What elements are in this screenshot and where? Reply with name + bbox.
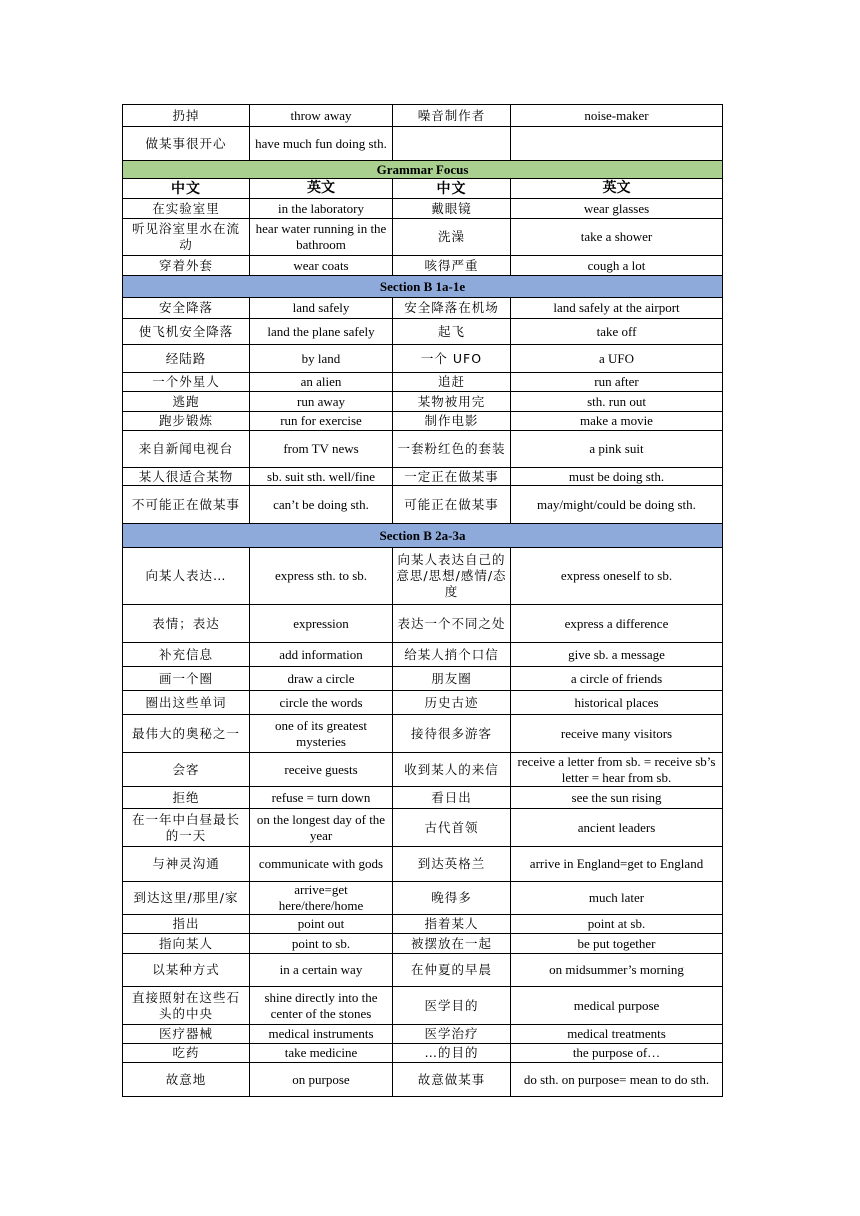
english-phrase-cell: take a shower: [511, 219, 723, 256]
chinese-phrase-cell: 给某人捎个口信: [393, 643, 511, 667]
table-row: [123, 1044, 723, 1063]
english-phrase-cell: ancient leaders: [511, 809, 723, 847]
chinese-term-cell: 故意地: [123, 1063, 250, 1097]
english-phrase-cell: receive a letter from sb. = receive sb’s letter = hear from sb.: [511, 753, 723, 787]
chinese-term-cell: 逃跑: [123, 392, 250, 412]
chinese-term-cell: 来自新闻电视台: [123, 431, 250, 468]
column-header-row: [123, 179, 723, 199]
table-row: [123, 431, 723, 468]
english-term-cell: on purpose: [250, 1063, 393, 1097]
chinese-phrase-cell: 起飞: [393, 319, 511, 345]
table-row: [123, 345, 723, 373]
english-term-cell: sb. suit sth. well/fine: [250, 468, 393, 486]
chinese-phrase-cell: 噪音制作者: [393, 105, 511, 127]
chinese-phrase-cell: 接待很多游客: [393, 715, 511, 753]
chinese-term-cell: 以某种方式: [123, 954, 250, 987]
table-row: [123, 219, 723, 256]
table-row: [123, 298, 723, 319]
chinese-phrase-cell: 一定正在做某事: [393, 468, 511, 486]
english-term-cell: shine directly into the center of the stones: [250, 987, 393, 1025]
english-term-cell: circle the words: [250, 691, 393, 715]
english-phrase-cell: receive many visitors: [511, 715, 723, 753]
chinese-phrase-cell: 一个 UFO: [393, 345, 511, 373]
chinese-phrase-cell: 戴眼镜: [393, 199, 511, 219]
english-term-cell: an alien: [250, 373, 393, 392]
chinese-phrase-cell: 晚得多: [393, 882, 511, 915]
chinese-term-cell: 表情；表达: [123, 605, 250, 643]
chinese-phrase-cell: …的目的: [393, 1044, 511, 1063]
table-row: [123, 605, 723, 643]
chinese-term-cell: 安全降落: [123, 298, 250, 319]
english-phrase-cell: wear glasses: [511, 199, 723, 219]
table-row: [123, 392, 723, 412]
section-header-row: [123, 524, 723, 548]
table-row: [123, 468, 723, 486]
english-phrase-cell: arrive in England=get to England: [511, 847, 723, 882]
table-row: [123, 127, 723, 161]
chinese-term-cell: 扔掉: [123, 105, 250, 127]
chinese-phrase-cell: [393, 127, 511, 161]
chinese-term-cell: 跑步锻炼: [123, 412, 250, 431]
table-row: [123, 486, 723, 524]
english-term-cell: refuse = turn down: [250, 787, 393, 809]
english-term-cell: draw a circle: [250, 667, 393, 691]
table-row: [123, 753, 723, 787]
english-phrase-cell: take off: [511, 319, 723, 345]
english-term-cell: express sth. to sb.: [250, 548, 393, 605]
chinese-term-cell: 指向某人: [123, 934, 250, 954]
table-row: [123, 715, 723, 753]
table-row: [123, 319, 723, 345]
chinese-phrase-cell: 医学目的: [393, 987, 511, 1025]
english-term-cell: throw away: [250, 105, 393, 127]
chinese-term-cell: 在一年中白昼最长的一天: [123, 809, 250, 847]
chinese-phrase-cell: 安全降落在机场: [393, 298, 511, 319]
table-row: [123, 548, 723, 605]
english-term-cell: expression: [250, 605, 393, 643]
chinese-term-cell: 使飞机安全降落: [123, 319, 250, 345]
english-phrase-cell: much later: [511, 882, 723, 915]
english-term-cell: in a certain way: [250, 954, 393, 987]
english-term-cell: medical instruments: [250, 1025, 393, 1044]
chinese-phrase-cell: 某物被用完: [393, 392, 511, 412]
table-row: [123, 934, 723, 954]
section-header-row: [123, 276, 723, 298]
chinese-term-cell: 拒绝: [123, 787, 250, 809]
chinese-term-cell: 经陆路: [123, 345, 250, 373]
chinese-phrase-cell: 向某人表达自己的意思/思想/感情/态度: [393, 548, 511, 605]
chinese-phrase-cell: 历史古迹: [393, 691, 511, 715]
chinese-phrase-cell: 收到某人的来信: [393, 753, 511, 787]
english-phrase-cell: point at sb.: [511, 915, 723, 934]
table-row: [123, 643, 723, 667]
column-header: 中文: [123, 179, 250, 199]
chinese-phrase-cell: 到达英格兰: [393, 847, 511, 882]
english-phrase-cell: express oneself to sb.: [511, 548, 723, 605]
english-term-cell: land the plane safely: [250, 319, 393, 345]
english-phrase-cell: give sb. a message: [511, 643, 723, 667]
vocabulary-table-body: [123, 105, 723, 1097]
english-phrase-cell: a circle of friends: [511, 667, 723, 691]
chinese-term-cell: 某人很适合某物: [123, 468, 250, 486]
english-term-cell: communicate with gods: [250, 847, 393, 882]
table-row: [123, 987, 723, 1025]
section-title: Grammar Focus: [123, 161, 723, 179]
english-term-cell: point out: [250, 915, 393, 934]
column-header: 中文: [393, 179, 511, 199]
english-term-cell: from TV news: [250, 431, 393, 468]
english-phrase-cell: medical treatments: [511, 1025, 723, 1044]
chinese-phrase-cell: 故意做某事: [393, 1063, 511, 1097]
section-title: Section B 2a-3a: [123, 524, 723, 548]
english-phrase-cell: run after: [511, 373, 723, 392]
chinese-term-cell: 吃药: [123, 1044, 250, 1063]
table-row: [123, 915, 723, 934]
chinese-phrase-cell: 在仲夏的早晨: [393, 954, 511, 987]
english-term-cell: on the longest day of the year: [250, 809, 393, 847]
chinese-phrase-cell: 表达一个不同之处: [393, 605, 511, 643]
table-row: [123, 373, 723, 392]
english-phrase-cell: express a difference: [511, 605, 723, 643]
section-title: Section B 1a-1e: [123, 276, 723, 298]
table-row: [123, 1063, 723, 1097]
english-phrase-cell: a UFO: [511, 345, 723, 373]
chinese-term-cell: 医疗器械: [123, 1025, 250, 1044]
english-phrase-cell: see the sun rising: [511, 787, 723, 809]
english-term-cell: add information: [250, 643, 393, 667]
chinese-phrase-cell: 洗澡: [393, 219, 511, 256]
english-phrase-cell: make a movie: [511, 412, 723, 431]
table-row: [123, 787, 723, 809]
chinese-term-cell: 一个外星人: [123, 373, 250, 392]
table-row: [123, 256, 723, 276]
table-row: [123, 691, 723, 715]
english-term-cell: by land: [250, 345, 393, 373]
english-phrase-cell: [511, 127, 723, 161]
english-phrase-cell: the purpose of…: [511, 1044, 723, 1063]
english-term-cell: one of its greatest mysteries: [250, 715, 393, 753]
chinese-term-cell: 穿着外套: [123, 256, 250, 276]
chinese-term-cell: 到达这里/那里/家: [123, 882, 250, 915]
table-row: [123, 412, 723, 431]
english-term-cell: run away: [250, 392, 393, 412]
chinese-phrase-cell: 制作电影: [393, 412, 511, 431]
chinese-phrase-cell: 指着某人: [393, 915, 511, 934]
chinese-term-cell: 最伟大的奥秘之一: [123, 715, 250, 753]
vocabulary-table: [122, 104, 723, 1097]
english-phrase-cell: sth. run out: [511, 392, 723, 412]
english-phrase-cell: do sth. on purpose= mean to do sth.: [511, 1063, 723, 1097]
chinese-term-cell: 圈出这些单词: [123, 691, 250, 715]
chinese-term-cell: 指出: [123, 915, 250, 934]
chinese-term-cell: 与神灵沟通: [123, 847, 250, 882]
english-term-cell: take medicine: [250, 1044, 393, 1063]
chinese-term-cell: 不可能正在做某事: [123, 486, 250, 524]
chinese-phrase-cell: 朋友圈: [393, 667, 511, 691]
english-phrase-cell: be put together: [511, 934, 723, 954]
table-row: [123, 882, 723, 915]
english-term-cell: can’t be doing sth.: [250, 486, 393, 524]
english-phrase-cell: cough a lot: [511, 256, 723, 276]
chinese-term-cell: 直接照射在这些石头的中央: [123, 987, 250, 1025]
chinese-phrase-cell: 古代首领: [393, 809, 511, 847]
english-term-cell: hear water running in the bathroom: [250, 219, 393, 256]
section-header-row: [123, 161, 723, 179]
chinese-phrase-cell: 一套粉红色的套装: [393, 431, 511, 468]
english-phrase-cell: historical places: [511, 691, 723, 715]
chinese-phrase-cell: 看日出: [393, 787, 511, 809]
chinese-term-cell: 听见浴室里水在流动: [123, 219, 250, 256]
table-row: [123, 667, 723, 691]
english-term-cell: have much fun doing sth.: [250, 127, 393, 161]
english-phrase-cell: must be doing sth.: [511, 468, 723, 486]
table-row: [123, 105, 723, 127]
chinese-term-cell: 画一个圈: [123, 667, 250, 691]
english-term-cell: receive guests: [250, 753, 393, 787]
chinese-phrase-cell: 被摆放在一起: [393, 934, 511, 954]
chinese-phrase-cell: 咳得严重: [393, 256, 511, 276]
english-phrase-cell: medical purpose: [511, 987, 723, 1025]
english-term-cell: in the laboratory: [250, 199, 393, 219]
chinese-phrase-cell: 追赶: [393, 373, 511, 392]
table-row: [123, 809, 723, 847]
chinese-term-cell: 补充信息: [123, 643, 250, 667]
english-term-cell: wear coats: [250, 256, 393, 276]
english-term-cell: run for exercise: [250, 412, 393, 431]
column-header: 英文: [250, 179, 393, 199]
english-phrase-cell: noise-maker: [511, 105, 723, 127]
english-phrase-cell: on midsummer’s morning: [511, 954, 723, 987]
chinese-term-cell: 会客: [123, 753, 250, 787]
table-row: [123, 847, 723, 882]
chinese-term-cell: 做某事很开心: [123, 127, 250, 161]
english-phrase-cell: land safely at the airport: [511, 298, 723, 319]
chinese-term-cell: 在实验室里: [123, 199, 250, 219]
english-phrase-cell: a pink suit: [511, 431, 723, 468]
chinese-phrase-cell: 医学治疗: [393, 1025, 511, 1044]
chinese-term-cell: 向某人表达…: [123, 548, 250, 605]
table-row: [123, 1025, 723, 1044]
english-term-cell: land safely: [250, 298, 393, 319]
english-phrase-cell: may/might/could be doing sth.: [511, 486, 723, 524]
chinese-phrase-cell: 可能正在做某事: [393, 486, 511, 524]
column-header: 英文: [511, 179, 723, 199]
table-row: [123, 954, 723, 987]
english-term-cell: arrive=get here/there/home: [250, 882, 393, 915]
table-row: [123, 199, 723, 219]
english-term-cell: point to sb.: [250, 934, 393, 954]
